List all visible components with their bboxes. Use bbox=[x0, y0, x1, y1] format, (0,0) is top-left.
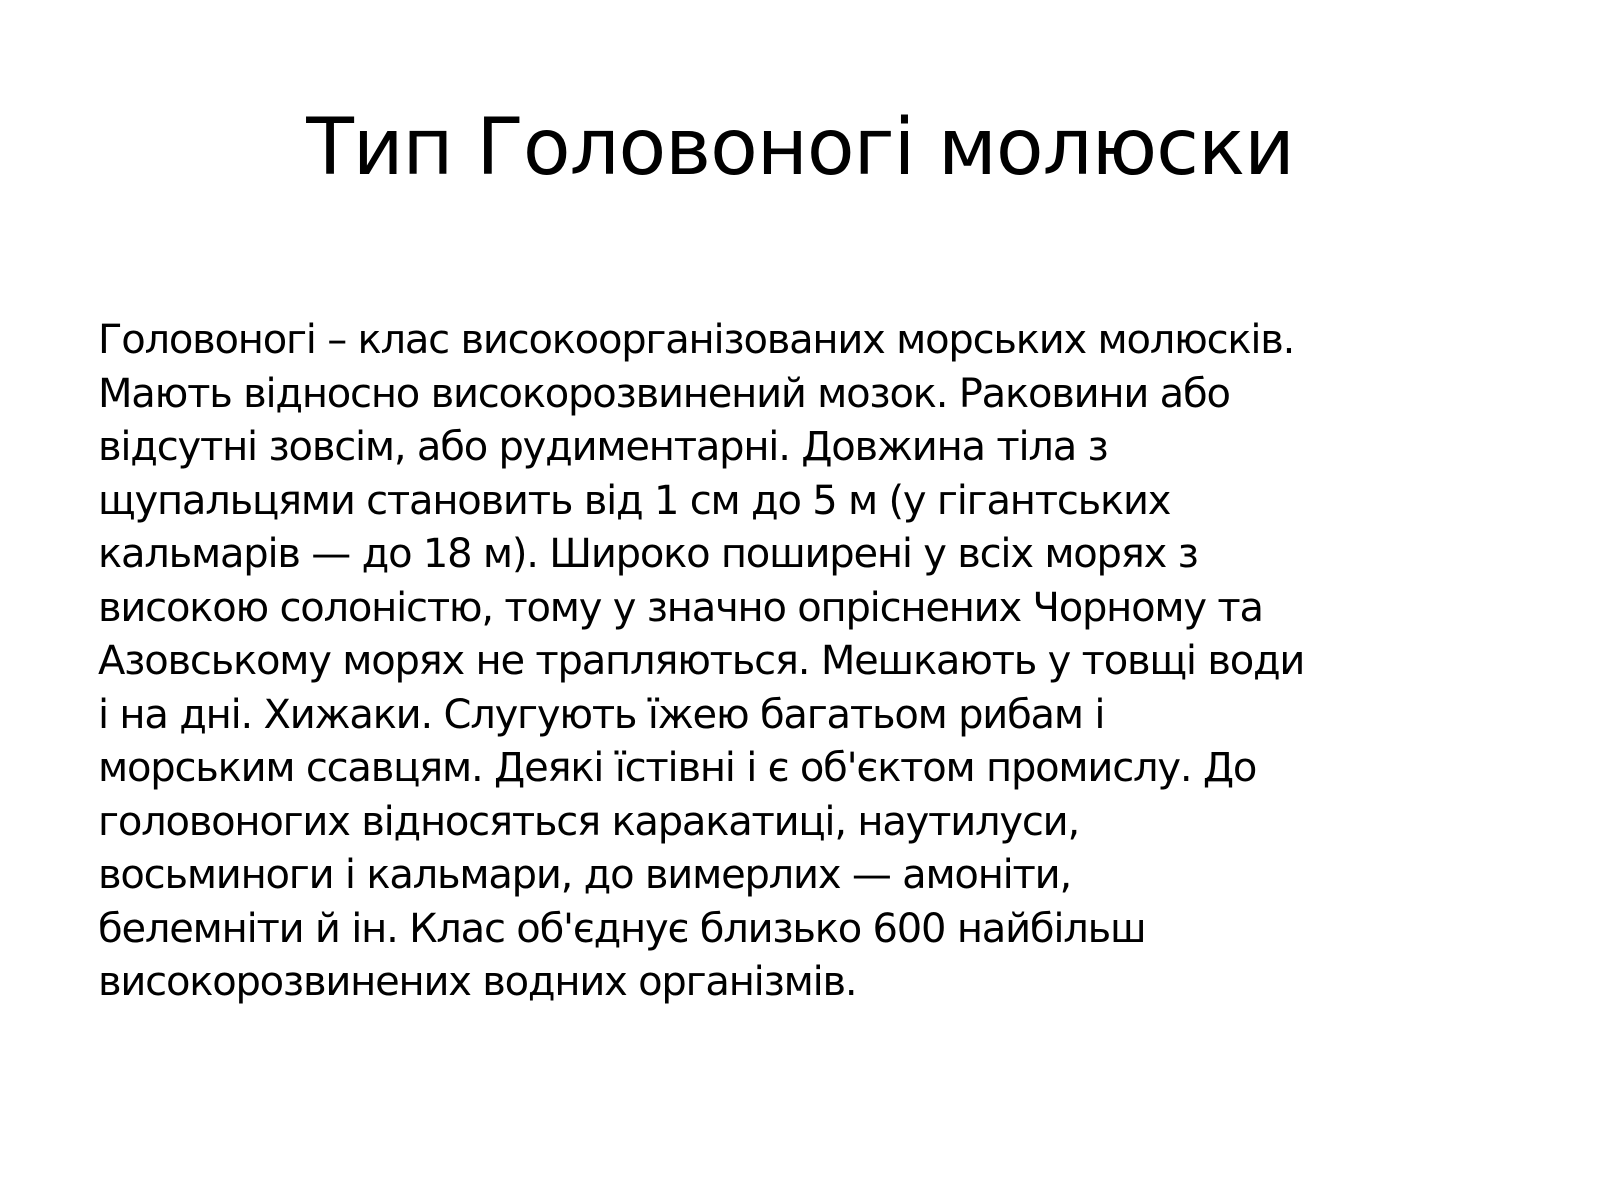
body-line: відсутні зовсім, або рудиментарні. Довжина тіла з bbox=[98, 424, 1108, 470]
body-line: щупальцями становить від 1 см до 5 м (у гігантських bbox=[98, 477, 1171, 524]
body-line: високою солоністю, тому у значно опріснених Чорному та bbox=[98, 584, 1263, 631]
body-line: високорозвинених водних організмів. bbox=[98, 959, 857, 1005]
body-line: Мають відносно високорозвинений мозок. Раковини або bbox=[98, 370, 1230, 417]
body-line: головоногих відносяться каракатиці, наутилуси, bbox=[98, 798, 1079, 845]
body-line: восьминоги і кальмари, до вимерлих — амоніти, bbox=[98, 852, 1071, 898]
body-line: і на дні. Хижаки. Слугують їжею багатьом рибам і bbox=[98, 691, 1105, 738]
slide-body-text bbox=[98, 314, 1518, 1010]
body-line: кальмарів — до 18 м). Широко поширені у всіх морях з bbox=[98, 531, 1198, 577]
body-line: морським ссавцям. Деякі їстівні і є об'єктом промислу. До bbox=[98, 745, 1257, 791]
body-line: белемніти й ін. Клас об'єднує близько 600 найбільш bbox=[98, 905, 1146, 952]
body-line: Головоногі – клас високоорганізованих морських молюсків. bbox=[98, 317, 1295, 363]
slide-title: Тип Головоногі молюски bbox=[306, 103, 1294, 193]
body-line: Азовському морях не трапляються. Мешкають у товщі води bbox=[98, 638, 1305, 684]
